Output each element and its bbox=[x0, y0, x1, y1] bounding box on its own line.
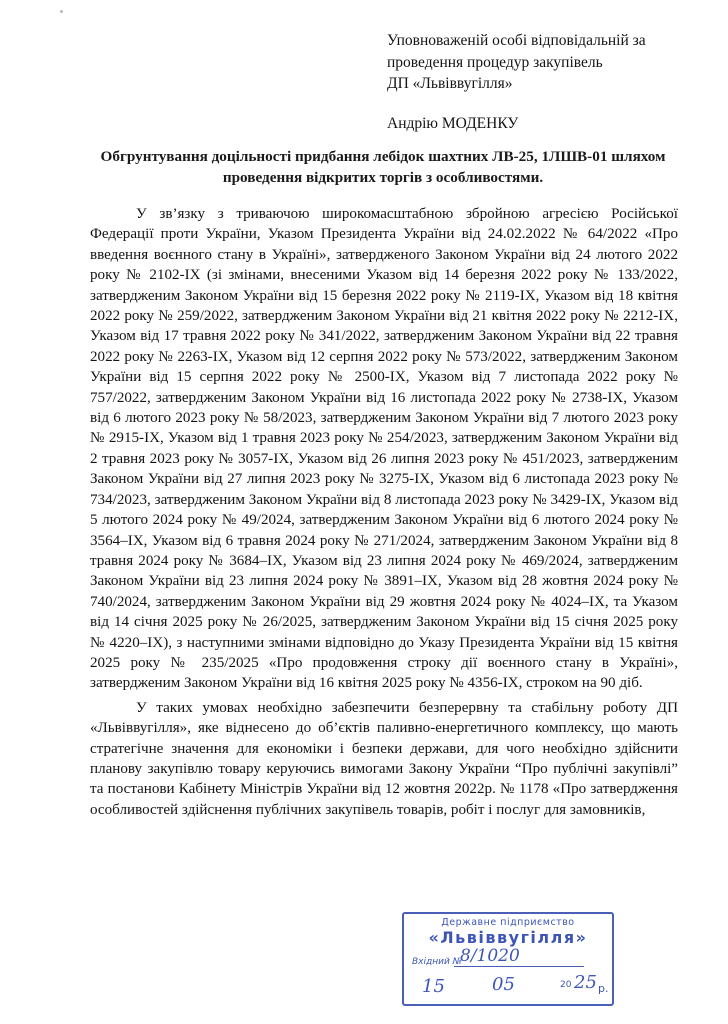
stamp-org-type: Державне підприємство bbox=[441, 917, 575, 928]
stamp-year-prefix: 20 bbox=[560, 980, 572, 990]
addressee-line: проведення процедур закупівель bbox=[387, 53, 603, 71]
stamp-year-suffix: р. bbox=[598, 982, 609, 995]
stamp-month: 05 bbox=[492, 974, 515, 995]
registration-stamp bbox=[402, 912, 614, 1006]
addressee-line: Уповноваженій особі відповідальній за bbox=[387, 32, 646, 49]
recipient-name: Андрію МОДЕНКУ bbox=[387, 115, 519, 132]
stamp-year: 25 bbox=[574, 972, 597, 993]
body-paragraph: У зв’язку з триваючою широкомасштабною збройною агресією Російської Федерації проти України, Указом Президента України від 24.02.2022 № 64/2022 «Про введення воєнного стану в Україні», затвердженого Законом України від 24 лютого 2022 року № 2102-IX (зі змінами, внесеними Указом від 14 березня 2022 року № 133/2022, затвердженим Законом України від 15 березня 2022 року № 2119-IX, Указом від 18 квітня 2022 року № 259/2022, затвердженим Законом України від 21 квітня 2022 року № 2212-IX, Указом від 17 травня 2022 року № 341/2022, затвердженим Законом України від 22 травня 2022 року № 2263-IX, Указом від 12 серпня 2022 року № 573/2022, затвердженим Законом України від 15 серпня 2022 року № 2500-IX, Указом від 7 листопада 2022 року № 757/2022, затвердженим Законом України від 16 листопада 2022 року № 2738-IX, Указом від 6 лютого 2023 року № 58/2023, затвердженим Законом України від 7 лютого 2023 року № 2915-IX, Указом від 1 травня 2023 року № 254/2023, затвердженим Законом України від 2 травня 2023 року № 3057-IX, Указом від 26 липня 2023 року № 451/2023, затвердженим Законом України від 27 липня 2023 року № 3275-IX, Указом від 6 листопада 2023 року № 734/2023, затвердженим Законом України від 8 листопада 2023 року № 3429-IX, Указом від 5 лютого 2024 року № 49/2024, затвердженим Законом України від 6 лютого 2024 року № 3564–IX, Указом від 6 травня 2024 року № 271/2024, затвердженим Законом України від 8 травня 2024 року № 3684–IX, Указом від 23 липня 2024 року № 469/2024, затвердженим Законом України від 23 липня 2024 року № 3891–IX, Указом від 28 жовтня 2024 року № 740/2024, затвердженим Законом України від 29 жовтня 2024 року № 4024–IX, та Указом від 14 січня 2025 року № 26/2025, затвердженим Законом України від 15 січня 2025 року № 4220–IX), з наступними змінами відповідно до Указу Президента України від 15 квітня 2025 року № 235/2025 «Про продовження строку дії воєнного стану в Україні», затвердженим Законом України від 16 квітня 2025 року № 4356-IX, строком на 90 діб. bbox=[90, 206, 678, 692]
stamp-incoming-number: 8/1020 bbox=[460, 946, 520, 966]
stamp-underline bbox=[454, 966, 584, 967]
stamp-day: 15 bbox=[422, 976, 445, 997]
document-title: Обгрунтування доцільності придбання лебідок шахтних ЛВ-25, 1ЛШВ-01 шляхом проведення відкритих торгів з особливостями. bbox=[100, 148, 666, 186]
stamp-org-name: «Львіввугілля» bbox=[428, 928, 588, 947]
stamp-incoming-label: Вхідний № bbox=[412, 957, 463, 967]
addressee-line: ДП «Львіввугілля» bbox=[387, 75, 513, 92]
scan-speck bbox=[60, 10, 63, 13]
document-body bbox=[90, 204, 678, 820]
body-paragraph: У таких умовах необхідно забезпечити безперервну та стабільну роботу ДП «Львіввугілля», яке віднесено до об’єктів паливно-енергетичного комплексу, що мають стратегічне значення для економіки і безпеки держави, для чого необхідно здійснити планову закупівлю товару керуючись вимогами Закону України “Про публічні закупівлі” та постанови Кабінету Міністрів України від 12 жовтня 2022р. № 1178 «Про затвердження особливостей здійснення публічних закупівель товарів, робіт і послуг для замовників, bbox=[90, 699, 678, 818]
addressee-block bbox=[387, 30, 646, 95]
